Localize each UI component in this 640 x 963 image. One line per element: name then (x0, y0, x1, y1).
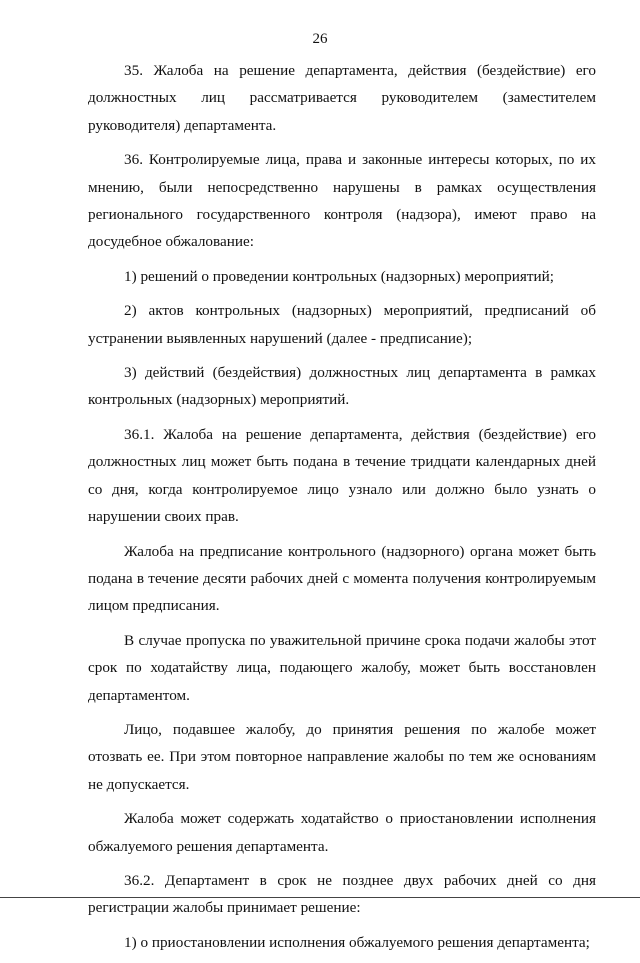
paragraph-suspension-petition: Жалоба может содержать ходатайство о приостановлении исполнения обжалуемого решения департамента. (88, 810, 596, 855)
paragraph-deadline-restoration: В случае пропуска по уважительной причине срока подачи жалобы этот срок по ходатайству лица, подающего жалобу, может быть восстановлен департаментом. (88, 631, 596, 704)
paragraph-36: 36. Контролируемые лица, права и законные интересы которых, по их мнению, были непосредственно нарушены в рамках осуществления регионального государственного контроля (надзора), имеют право на досудебное обжалование: (88, 151, 596, 251)
paragraph-35: 35. Жалоба на решение департамента, действия (бездействие) его должностных лиц рассматривается руководителем (заместителем руководителя) департамента. (88, 62, 596, 134)
list-item-2: 2) актов контрольных (надзорных) мероприятий, предписаний об устранении выявленных нарушений (далее - предписание); (88, 302, 596, 347)
paragraph-36-2: 36.2. Департамент в срок не позднее двух рабочих дней со дня регистрации жалобы принимает решение: (88, 871, 596, 917)
paragraph-complaint-withdrawal: Лицо, подавшее жалобу, до принятия решения по жалобе может отозвать ее. При этом повторное направление жалобы по тем же основаниям не допускается. (88, 720, 596, 793)
list-item-suspension: 1) о приостановлении исполнения обжалуемого решения департамента; (124, 933, 590, 951)
list-item-3: 3) действий (бездействия) должностных лиц департамента в рамках контрольных (надзорных) мероприятий. (88, 364, 596, 409)
paragraph-prescription-complaint: Жалоба на предписание контрольного (надзорного) органа может быть подана в течение десяти рабочих дней с момента получения контролируемым лицом предписания. (88, 542, 596, 615)
page-number: 26 (312, 31, 328, 47)
document-body (88, 57, 596, 963)
bottom-scan-edge (0, 897, 640, 898)
paragraph-36-1: 36.1. Жалоба на решение департамента, действия (бездействие) его должностных лиц может быть подана в течение тридцати календарных дней со дня, когда контролируемое лицо узнало или должно было узнать о нарушении своих прав. (88, 425, 596, 526)
list-item-1: 1) решений о проведении контрольных (надзорных) мероприятий; (124, 267, 554, 285)
